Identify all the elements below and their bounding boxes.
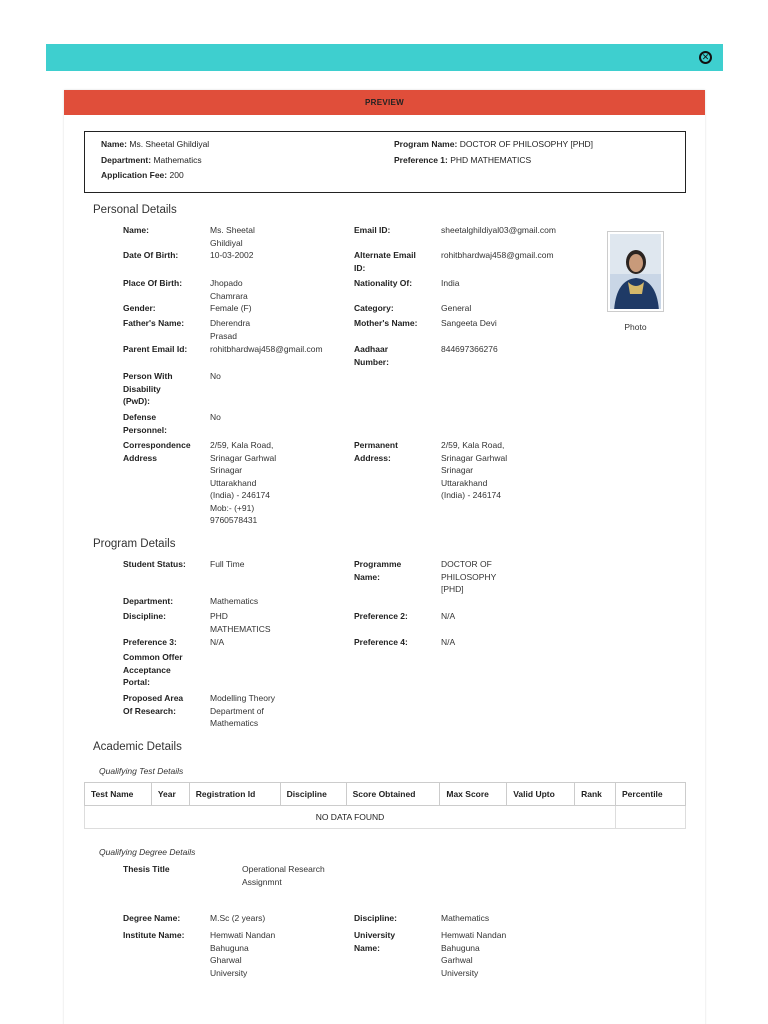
email-label: Email ID: [354,225,391,235]
defense-value: No [210,412,221,422]
aadhaar-label: Aadhaar Number: [354,344,389,367]
preference-2-value: N/A [441,611,456,621]
programme-name-value: DOCTOR OF PHILOSOPHY [PHD] [441,559,497,594]
column-header: Rank [575,783,616,806]
column-header: Score Obtained [346,783,440,806]
empty-cell [616,806,686,829]
discipline-value: PHD MATHEMATICS [210,611,271,634]
photo-image [610,234,661,309]
category-label: Category: [354,303,394,313]
mother-value: Sangeeta Devi [441,318,497,328]
modal-header-bar [46,44,723,71]
pob-label: Place Of Birth: [123,278,183,288]
university-name-value: Hemwati Nandan Bahuguna Garhwal University [441,930,507,978]
personal-details-heading: Personal Details [93,204,177,216]
institute-name-value: Hemwati Nandan Bahuguna Gharwal University [210,930,276,978]
summary-department: Department: Mathematics [101,155,202,165]
thesis-title-label: Thesis Title [123,864,170,874]
degree-discipline-label: Discipline: [354,913,397,923]
student-status-value: Full Time [210,559,245,569]
discipline-label: Discipline: [123,611,166,621]
close-icon[interactable]: ✕ [699,51,712,64]
aadhaar-value: 844697366276 [441,344,498,354]
preference-3-value: N/A [210,637,225,647]
summary-fee: Application Fee: 200 [101,170,184,180]
father-value: Dherendra Prasad [210,318,251,341]
email-value: sheetalghildiyal03@gmail.com [441,225,556,235]
column-header: Discipline [280,783,346,806]
nationality-value: India [441,278,460,288]
person-portrait-icon [610,234,661,309]
column-header: Valid Upto [507,783,575,806]
dob-label: Date Of Birth: [123,250,179,260]
degree-name-value: M.Sc (2 years) [210,913,266,923]
mother-label: Mother's Name: [354,318,418,328]
preference-4-label: Preference 4: [354,637,408,647]
preview-card [64,90,705,1024]
thesis-title-value: Operational Research Assignmnt [242,864,325,887]
preference-3-label: Preference 3: [123,637,177,647]
nationality-label: Nationality Of: [354,278,413,288]
photo-caption: Photo [624,322,647,332]
preference-2-label: Preference 2: [354,611,408,621]
qualifying-test-heading: Qualifying Test Details [99,766,184,776]
degree-discipline-value: Mathematics [441,913,490,923]
program-department-value: Mathematics [210,596,259,606]
institute-name-label: Institute Name: [123,930,185,940]
column-header: Test Name [85,783,152,806]
coap-label: Common Offer Acceptance Portal: [123,652,183,687]
name-label: Name: [123,225,149,235]
gender-value: Female (F) [210,303,252,313]
research-area-value: Modelling Theory Department of Mathematics [210,693,276,728]
qualifying-test-table [84,782,686,829]
student-status-label: Student Status: [123,559,186,569]
pob-value: Jhopado Chamrara [210,278,248,301]
column-header: Registration Id [189,783,280,806]
category-value: General [441,303,472,313]
summary-program: Program Name: DOCTOR OF PHILOSOPHY [PHD] [394,139,594,149]
column-header: Max Score [440,783,507,806]
degree-name-label: Degree Name: [123,913,181,923]
table-header-row [85,783,686,806]
university-name-label: University Name: [354,930,396,953]
father-label: Father's Name: [123,318,185,328]
preview-title: PREVIEW [64,90,705,115]
pwd-value: No [210,371,221,381]
alt-email-value: rohitbhardwaj458@gmail.com [441,250,554,260]
defense-label: Defense Personnel: [123,412,167,435]
permanent-address-label: Permanent Address: [354,440,398,463]
column-header: Year [151,783,189,806]
permanent-address-value: 2/59, Kala Road, Srinagar Garhwal Srinagar Uttarakhand (India) - 246174 [441,440,508,500]
academic-details-heading: Academic Details [93,741,182,753]
application-summary-box [84,131,686,193]
table-row [85,806,686,829]
correspondence-address-label: Correspondence Address [123,440,191,463]
gender-label: Gender: [123,303,156,313]
dob-value: 10-03-2002 [210,250,254,260]
parent-email-label: Parent Email Id: [123,344,188,354]
alt-email-label: Alternate Email ID: [354,250,416,273]
correspondence-address-value: 2/59, Kala Road, Srinagar Garhwal Srinagar Uttarakhand (India) - 246174 Mob:- (+91) 9760578431 [210,440,277,525]
parent-email-value: rohitbhardwaj458@gmail.com [210,344,323,354]
pwd-label: Person With Disability (PwD): [123,371,173,406]
name-value: Ms. Sheetal Ghildiyal [210,225,255,248]
preference-4-value: N/A [441,637,456,647]
column-header: Percentile [616,783,686,806]
research-area-label: Proposed Area Of Research: [123,693,184,716]
program-department-label: Department: [123,596,174,606]
programme-name-label: Programme Name: [354,559,402,582]
applicant-photo [607,231,664,312]
qualifying-degree-heading: Qualifying Degree Details [99,847,196,857]
program-details-heading: Program Details [93,538,176,550]
summary-preference-1: Preference 1: PHD MATHEMATICS [394,155,532,165]
no-data-cell: NO DATA FOUND [85,806,616,829]
summary-name: Name: Ms. Sheetal Ghildiyal [101,139,210,149]
